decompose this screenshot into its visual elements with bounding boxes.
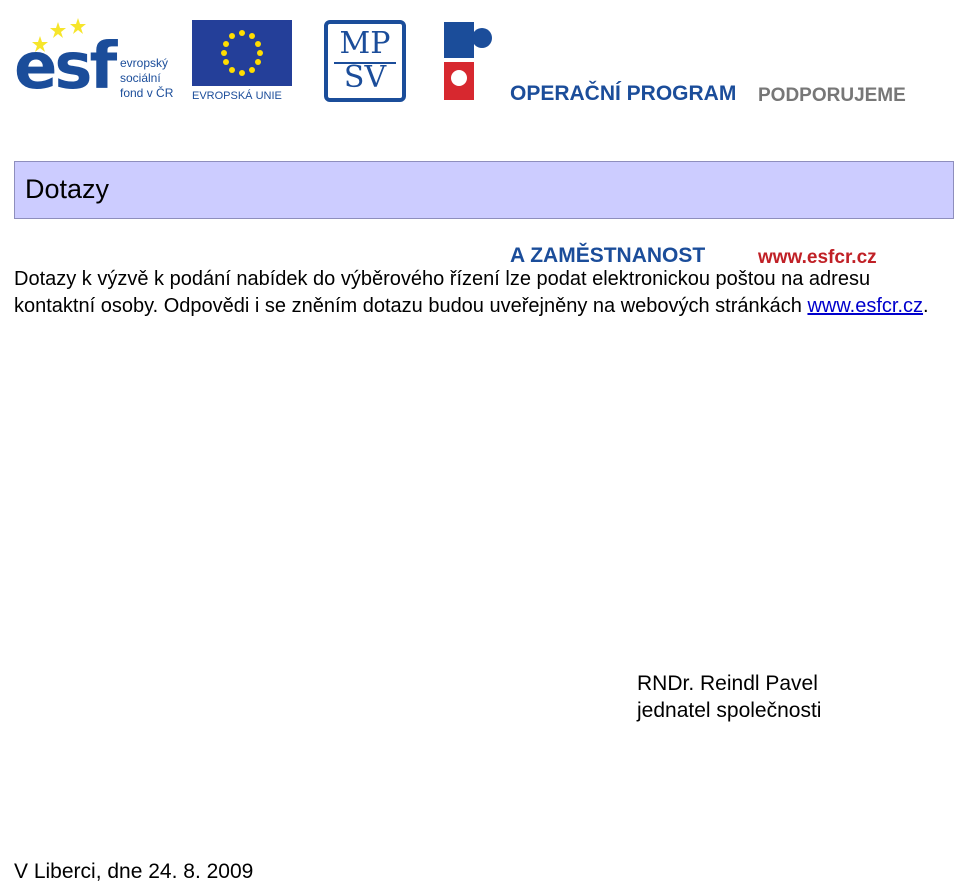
paragraph-text: Dotazy k výzvě k podání nabídek do výběrového řízení lze podat elektronickou poštou na adresu kontaktní osoby. Odpovědi i se zněním dotazu budou uveřejněny na webových stránkách [14,268,871,317]
mpsv-line: SV [343,60,387,95]
mpsv-logo [324,20,406,102]
esf-wordmark: esf [14,30,115,104]
section-heading: Dotazy [25,174,110,204]
place-date: V Liberci, dne 24. 8. 2009 [14,860,254,883]
esfcr-link[interactable]: www.esfcr.cz [807,295,924,317]
esf-subtitle [120,56,173,101]
signatory-name: RNDr. Reindl Pavel [637,672,818,695]
signature-block [637,670,821,724]
eu-flag-icon [192,20,292,86]
paragraph-tail: . [923,295,929,317]
esf-logo [14,14,189,106]
eu-caption: EVROPSKÁ UNIE [192,90,282,102]
mpsv-line: MP [339,26,391,61]
body-paragraph [14,266,944,320]
signatory-role: jednatel společnosti [637,699,822,722]
puzzle-icon [440,20,496,102]
esf-subtitle-line: sociální [120,71,161,85]
esf-subtitle-line: fond v ČR [120,86,174,100]
oplz-line: A ZAMĚSTNANOST [510,244,706,267]
slogan-url: www.esfcr.cz [758,247,877,268]
esf-subtitle-line: evropský [120,56,169,70]
eu-stars-icon [192,20,292,86]
section-heading-box [14,161,954,219]
slogan-line: PODPORUJEME [758,85,906,106]
oplz-line: OPERAČNÍ PROGRAM [510,82,737,105]
